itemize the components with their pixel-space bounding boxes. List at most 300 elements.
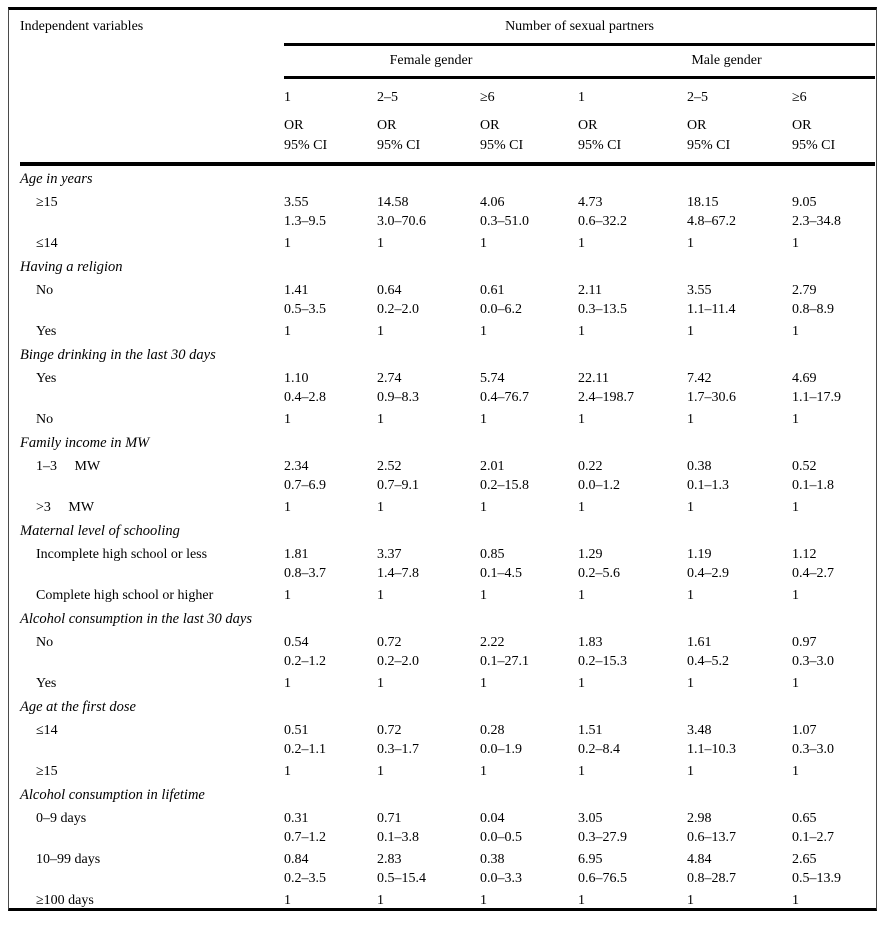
row-label: Yes: [36, 324, 57, 339]
or-value: 3.48: [687, 723, 712, 738]
or-value: 1.83: [578, 635, 603, 650]
or-ci-cell: [792, 719, 875, 760]
or-value: 1: [578, 412, 585, 427]
or-label: OR: [687, 118, 707, 133]
or-ci-cell: [480, 191, 578, 232]
ci-value: 0.2–3.5: [284, 871, 326, 886]
ci-value: 0.4–5.2: [687, 654, 729, 669]
or-ci-header: [578, 111, 687, 164]
reference-cell: [377, 889, 480, 911]
or-label: OR: [284, 118, 304, 133]
section-title-row: [20, 518, 875, 543]
or-value: 3.05: [578, 811, 603, 826]
ci-value: 0.2–15.3: [578, 654, 627, 669]
reference-cell: [480, 760, 578, 782]
row-label: 1–3 MW: [36, 459, 101, 474]
or-value: 1: [792, 676, 799, 691]
or-value: 22.11: [578, 371, 609, 386]
or-value: 1: [687, 500, 694, 515]
or-value: 2.01: [480, 459, 505, 474]
reference-cell: [578, 496, 687, 518]
ci-value: 0.4–2.7: [792, 566, 834, 581]
or-ci-cell: [377, 848, 480, 889]
reference-cell: [792, 232, 875, 254]
or-ci-cell: [792, 807, 875, 848]
ci-value: 0.2–1.1: [284, 742, 326, 757]
or-value: 1.61: [687, 635, 712, 650]
ci-value: 0.4–2.8: [284, 390, 326, 405]
data-row: [20, 496, 875, 518]
or-ci-cell: [284, 367, 377, 408]
or-value: 0.38: [480, 852, 505, 867]
or-value: 1: [480, 764, 487, 779]
female-gender-header: Female gender: [284, 45, 578, 78]
or-value: 1: [284, 764, 291, 779]
or-ci-header: [480, 111, 578, 164]
or-value: 1.81: [284, 547, 309, 562]
or-value: 9.05: [792, 195, 817, 210]
ci-label: 95% CI: [578, 138, 622, 153]
ci-label: 95% CI: [687, 138, 731, 153]
section-title: Age at the first dose: [20, 699, 136, 715]
partner-count-header: 2–5: [687, 90, 708, 105]
or-ci-cell: [578, 543, 687, 584]
ci-value: 0.6–76.5: [578, 871, 627, 886]
reference-cell: [284, 584, 377, 606]
or-ci-cell: [687, 279, 792, 320]
reference-cell: [578, 672, 687, 694]
or-value: 5.74: [480, 371, 505, 386]
or-value: 6.95: [578, 852, 603, 867]
or-ci-cell: [792, 455, 875, 496]
section-title: Binge drinking in the last 30 days: [20, 347, 216, 363]
section-title: Maternal level of schooling: [20, 523, 180, 539]
row-label: No: [36, 283, 54, 298]
or-value: 1: [377, 412, 384, 427]
ci-value: 0.1–4.5: [480, 566, 522, 581]
or-value: 1: [480, 676, 487, 691]
section-title-row: [20, 254, 875, 279]
reference-cell: [284, 496, 377, 518]
ci-value: 0.4–2.9: [687, 566, 729, 581]
or-value: 1: [480, 588, 487, 603]
ci-value: 0.7–1.2: [284, 830, 326, 845]
reference-cell: [480, 584, 578, 606]
or-value: 1: [377, 324, 384, 339]
or-value: 0.51: [284, 723, 309, 738]
results-table-frame: [8, 7, 877, 911]
or-value: 1: [792, 236, 799, 251]
or-value: 0.31: [284, 811, 309, 826]
or-value: 18.15: [687, 195, 719, 210]
or-ci-cell: [377, 543, 480, 584]
or-ci-cell: [480, 848, 578, 889]
data-row: [20, 408, 875, 430]
row-label: Yes: [36, 371, 57, 386]
or-value: 1: [687, 236, 694, 251]
ci-label: 95% CI: [792, 138, 836, 153]
data-row: [20, 279, 875, 320]
or-value: 0.52: [792, 459, 817, 474]
ci-value: 0.3–27.9: [578, 830, 627, 845]
or-ci-cell: [687, 543, 792, 584]
ci-value: 1.3–9.5: [284, 214, 326, 229]
ci-value: 0.7–9.1: [377, 478, 419, 493]
data-row: [20, 631, 875, 672]
or-value: 1.51: [578, 723, 603, 738]
section-title: Family income in MW: [20, 435, 150, 451]
or-ci-cell: [480, 367, 578, 408]
ci-value: 1.4–7.8: [377, 566, 419, 581]
or-value: 0.61: [480, 283, 505, 298]
row-label: ≥100 days: [36, 893, 94, 908]
or-value: 1: [377, 500, 384, 515]
or-value: 1: [578, 236, 585, 251]
or-value: 2.65: [792, 852, 817, 867]
or-ci-cell: [377, 367, 480, 408]
or-value: 1: [687, 676, 694, 691]
or-ci-cell: [377, 191, 480, 232]
or-ci-cell: [792, 279, 875, 320]
or-value: 2.52: [377, 459, 402, 474]
data-row: [20, 760, 875, 782]
reference-cell: [578, 760, 687, 782]
row-label: ≤14: [36, 723, 58, 738]
reference-cell: [377, 760, 480, 782]
or-value: 1: [284, 412, 291, 427]
or-ci-cell: [578, 279, 687, 320]
section-title-row: [20, 782, 875, 807]
or-value: 1: [687, 324, 694, 339]
or-value: 1: [284, 893, 291, 908]
or-ci-cell: [578, 455, 687, 496]
row-label: No: [36, 635, 54, 650]
reference-cell: [687, 496, 792, 518]
or-value: 4.73: [578, 195, 603, 210]
or-value: 1: [792, 412, 799, 427]
section-title: Alcohol consumption in lifetime: [20, 787, 205, 803]
ci-value: 0.2–2.0: [377, 654, 419, 669]
or-value: 0.28: [480, 723, 505, 738]
or-value: 1: [578, 324, 585, 339]
ci-value: 1.1–11.4: [687, 302, 736, 317]
reference-cell: [792, 889, 875, 911]
or-ci-cell: [578, 719, 687, 760]
reference-cell: [687, 672, 792, 694]
data-row: [20, 232, 875, 254]
spanner-row: [20, 10, 875, 45]
or-ci-cell: [687, 848, 792, 889]
or-ci-cell: [578, 191, 687, 232]
reference-cell: [578, 232, 687, 254]
or-ci-cell: [792, 367, 875, 408]
ci-value: 0.0–1.2: [578, 478, 620, 493]
reference-cell: [687, 232, 792, 254]
data-row: [20, 191, 875, 232]
or-value: 1: [480, 412, 487, 427]
row-label: >3 MW: [36, 500, 95, 515]
or-value: 1.41: [284, 283, 309, 298]
or-value: 1: [480, 324, 487, 339]
row-label: ≥15: [36, 764, 58, 779]
reference-cell: [792, 760, 875, 782]
reference-cell: [792, 584, 875, 606]
reference-cell: [480, 408, 578, 430]
or-value: 0.85: [480, 547, 505, 562]
or-ci-cell: [578, 848, 687, 889]
ci-value: 1.7–30.6: [687, 390, 736, 405]
ci-value: 0.0–0.5: [480, 830, 522, 845]
ci-value: 0.0–3.3: [480, 871, 522, 886]
reference-cell: [578, 408, 687, 430]
reference-cell: [687, 889, 792, 911]
reference-cell: [792, 320, 875, 342]
or-value: 2.74: [377, 371, 402, 386]
data-row: [20, 807, 875, 848]
or-value: 1: [284, 236, 291, 251]
or-value: 14.58: [377, 195, 409, 210]
or-ci-cell: [284, 543, 377, 584]
row-label: No: [36, 412, 54, 427]
or-value: 2.11: [578, 283, 602, 298]
reference-cell: [687, 760, 792, 782]
ci-value: 0.1–2.7: [792, 830, 834, 845]
row-label: 0–9 days: [36, 811, 87, 826]
or-value: 3.55: [687, 283, 712, 298]
reference-cell: [792, 408, 875, 430]
or-value: 3.55: [284, 195, 309, 210]
section-title: Having a religion: [20, 259, 123, 275]
reference-cell: [480, 672, 578, 694]
or-value: 1: [792, 324, 799, 339]
or-value: 1.07: [792, 723, 817, 738]
or-ci-cell: [792, 848, 875, 889]
or-ci-cell: [578, 631, 687, 672]
or-value: 1.12: [792, 547, 817, 562]
or-value: 0.97: [792, 635, 817, 650]
or-value: 2.34: [284, 459, 309, 474]
ci-value: 1.1–17.9: [792, 390, 841, 405]
or-value: 0.64: [377, 283, 402, 298]
reference-cell: [284, 672, 377, 694]
or-label: OR: [578, 118, 598, 133]
ci-value: 0.0–6.2: [480, 302, 522, 317]
or-value: 1: [480, 500, 487, 515]
reference-cell: [792, 672, 875, 694]
or-ci-cell: [480, 279, 578, 320]
reference-cell: [284, 760, 377, 782]
or-value: 1: [377, 236, 384, 251]
ci-value: 1.1–10.3: [687, 742, 736, 757]
or-ci-header: [792, 111, 875, 164]
data-row: [20, 455, 875, 496]
reference-cell: [687, 408, 792, 430]
or-ci-cell: [377, 719, 480, 760]
or-ci-cell: [687, 367, 792, 408]
or-ci-cell: [377, 455, 480, 496]
row-label: Yes: [36, 676, 57, 691]
or-ci-cell: [792, 631, 875, 672]
ci-value: 4.8–67.2: [687, 214, 736, 229]
reference-cell: [480, 889, 578, 911]
or-value: 2.22: [480, 635, 505, 650]
or-value: 0.22: [578, 459, 603, 474]
or-ci-cell: [284, 279, 377, 320]
or-value: 2.83: [377, 852, 402, 867]
or-ci-cell: [578, 807, 687, 848]
row-label: ≤14: [36, 236, 58, 251]
ci-value: 0.5–13.9: [792, 871, 841, 886]
reference-cell: [284, 408, 377, 430]
table-body: [20, 164, 875, 911]
or-value: 4.69: [792, 371, 817, 386]
ci-value: 0.1–1.3: [687, 478, 729, 493]
or-value: 1: [792, 893, 799, 908]
partner-count-header: 2–5: [377, 90, 398, 105]
or-ci-cell: [284, 719, 377, 760]
partner-count-header: 1: [578, 90, 585, 105]
row-label: Complete high school or higher: [36, 588, 214, 603]
reference-cell: [377, 408, 480, 430]
reference-cell: [377, 320, 480, 342]
data-row: [20, 889, 875, 911]
or-value: 1: [480, 893, 487, 908]
ci-value: 0.4–76.7: [480, 390, 529, 405]
row-label: ≥15: [36, 195, 58, 210]
or-value: 1: [284, 588, 291, 603]
or-ci-cell: [480, 631, 578, 672]
ci-value: 0.2–2.0: [377, 302, 419, 317]
or-value: 1: [578, 676, 585, 691]
reference-cell: [480, 320, 578, 342]
or-ci-cell: [377, 807, 480, 848]
ci-value: 0.2–15.8: [480, 478, 529, 493]
ci-label: 95% CI: [480, 138, 524, 153]
or-value: 4.84: [687, 852, 712, 867]
or-ci-cell: [284, 631, 377, 672]
or-ci-cell: [687, 631, 792, 672]
ci-value: 0.1–1.8: [792, 478, 834, 493]
partner-count-header: ≥6: [792, 90, 807, 105]
data-row: [20, 320, 875, 342]
reference-cell: [377, 232, 480, 254]
or-ci-cell: [687, 455, 792, 496]
reference-cell: [578, 889, 687, 911]
or-value: 1: [792, 588, 799, 603]
ci-value: 0.2–8.4: [578, 742, 620, 757]
or-value: 1: [578, 500, 585, 515]
ci-value: 0.0–1.9: [480, 742, 522, 757]
reference-cell: [284, 889, 377, 911]
reference-cell: [377, 584, 480, 606]
or-value: 1: [377, 676, 384, 691]
male-gender-header: Male gender: [578, 45, 875, 78]
spanner-header: Number of sexual partners: [284, 10, 875, 45]
partner-count-header: ≥6: [480, 90, 495, 105]
odds-ratio-table: [20, 10, 875, 911]
ci-value: 0.7–6.9: [284, 478, 326, 493]
ci-value: 0.9–8.3: [377, 390, 419, 405]
or-value: 1: [687, 764, 694, 779]
data-row: [20, 672, 875, 694]
ci-value: 2.3–34.8: [792, 214, 841, 229]
or-value: 1.10: [284, 371, 309, 386]
ci-value: 0.8–3.7: [284, 566, 326, 581]
section-title-row: [20, 606, 875, 631]
reference-cell: [480, 496, 578, 518]
or-ci-cell: [377, 631, 480, 672]
or-ci-cell: [480, 455, 578, 496]
ci-value: 0.1–27.1: [480, 654, 529, 669]
or-ci-cell: [480, 719, 578, 760]
or-value: 1: [792, 764, 799, 779]
reference-cell: [377, 496, 480, 518]
or-value: 1: [284, 500, 291, 515]
or-ci-cell: [377, 279, 480, 320]
or-value: 2.79: [792, 283, 817, 298]
reference-cell: [480, 232, 578, 254]
data-row: [20, 367, 875, 408]
reference-cell: [377, 672, 480, 694]
or-ci-header: [284, 111, 377, 164]
or-ci-cell: [792, 191, 875, 232]
or-value: 1.29: [578, 547, 603, 562]
or-value: 7.42: [687, 371, 712, 386]
or-ci-cell: [687, 807, 792, 848]
ci-value: 0.5–3.5: [284, 302, 326, 317]
data-row: [20, 719, 875, 760]
or-ci-cell: [578, 367, 687, 408]
or-ci-cell: [284, 455, 377, 496]
or-value: 1: [578, 588, 585, 603]
row-label: 10–99 days: [36, 852, 101, 867]
reference-cell: [284, 232, 377, 254]
section-title-row: [20, 430, 875, 455]
or-value: 1: [480, 236, 487, 251]
or-ci-header: [687, 111, 792, 164]
section-title: Age in years: [20, 171, 93, 187]
or-value: 1: [284, 676, 291, 691]
or-value: 1: [377, 588, 384, 603]
ci-value: 0.3–1.7: [377, 742, 419, 757]
or-value: 1: [687, 588, 694, 603]
ci-value: 0.5–15.4: [377, 871, 426, 886]
or-value: 1: [687, 893, 694, 908]
or-ci-cell: [284, 807, 377, 848]
or-ci-cell: [792, 543, 875, 584]
ci-value: 0.3–3.0: [792, 742, 834, 757]
or-value: 0.72: [377, 635, 402, 650]
or-ci-cell: [480, 807, 578, 848]
data-row: [20, 848, 875, 889]
or-value: 1: [687, 412, 694, 427]
or-value: 3.37: [377, 547, 402, 562]
data-row: [20, 543, 875, 584]
or-value: 0.84: [284, 852, 309, 867]
ci-value: 0.3–51.0: [480, 214, 529, 229]
or-value: 4.06: [480, 195, 505, 210]
section-title-row: [20, 342, 875, 367]
row-label: Incomplete high school or less: [36, 547, 208, 562]
or-value: 1: [377, 764, 384, 779]
ci-value: 0.6–13.7: [687, 830, 736, 845]
or-ci-cell: [480, 543, 578, 584]
ci-label: 95% CI: [284, 138, 328, 153]
reference-cell: [687, 584, 792, 606]
section-title-row: [20, 164, 875, 191]
or-ci-cell: [687, 719, 792, 760]
reference-cell: [578, 320, 687, 342]
